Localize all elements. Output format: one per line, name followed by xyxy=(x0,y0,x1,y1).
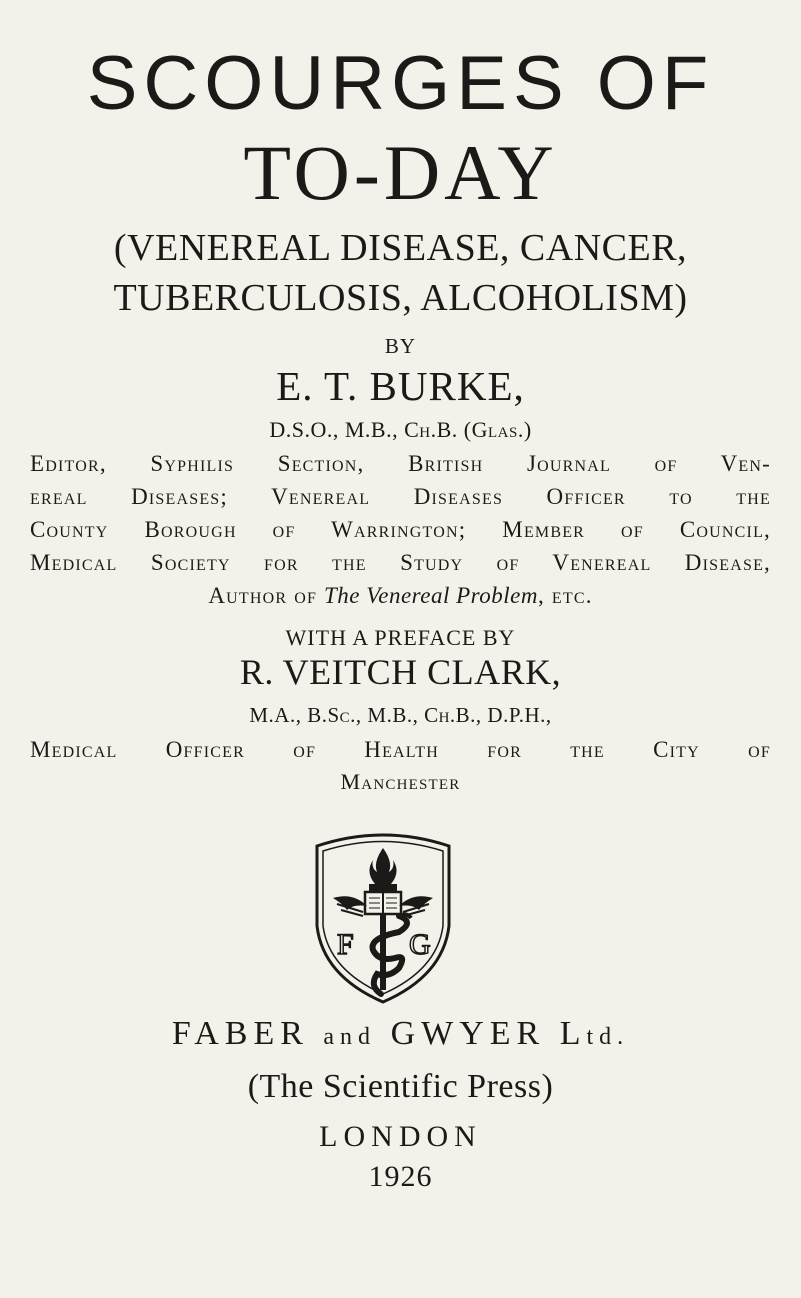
publisher-ltd-initial: L xyxy=(559,1015,587,1052)
publisher-and: and xyxy=(323,1024,377,1050)
author-of-prefix: Author of xyxy=(208,583,325,608)
publisher-emblem-icon xyxy=(303,826,463,1004)
publisher-name-part: FABER xyxy=(171,1015,309,1052)
author-qualifications: D.S.O., M.B., Ch.B. (Glas.) xyxy=(269,417,532,442)
publisher-imprint: (The Scientific Press) xyxy=(247,1068,554,1105)
publisher-name xyxy=(0,1015,801,1053)
author-description-line: ereal Diseases; Venereal Diseases Officer to the xyxy=(30,484,771,509)
publisher-city: LONDON xyxy=(319,1120,482,1153)
subtitle-line-2: TUBERCULOSIS, ALCOHOLISM) xyxy=(113,277,688,319)
subtitle-line-1: (VENEREAL DISEASE, CANCER, xyxy=(113,227,688,269)
author-description-line: Medical Society for the Study of Venereal Disease, xyxy=(30,550,771,575)
author-description-line: Editor, Syphilis Section, British Journal of Ven- xyxy=(30,451,771,476)
emblem-letter-f: F xyxy=(337,928,354,961)
author-of-suffix: , etc. xyxy=(537,583,593,608)
author-of-line xyxy=(0,583,801,609)
title-line-2: TO-DAY xyxy=(243,129,558,216)
preface-author-name: R. VEITCH CLARK, xyxy=(239,652,562,692)
publisher-ltd-rest: td. xyxy=(586,1024,630,1050)
author-name: E. T. BURKE, xyxy=(276,363,525,409)
preface-author-qualifications: M.A., B.Sc., M.B., Ch.B., D.P.H., xyxy=(249,703,552,727)
publisher-name-part: GWYER xyxy=(390,1015,546,1052)
preface-author-position-line: Medical Officer of Health for the City of xyxy=(30,737,771,762)
title-line-1: SCOURGES OF xyxy=(86,41,715,126)
author-description-line: County Borough of Warrington; Member of Council, xyxy=(30,517,771,542)
emblem-letter-g: G xyxy=(409,928,431,961)
publication-year: 1926 xyxy=(368,1160,433,1193)
preface-intro: WITH A PREFACE BY xyxy=(285,625,516,650)
by-label: BY xyxy=(384,334,417,358)
book-title: The Venereal Problem xyxy=(324,583,538,608)
preface-author-position-line: Manchester xyxy=(340,769,461,794)
